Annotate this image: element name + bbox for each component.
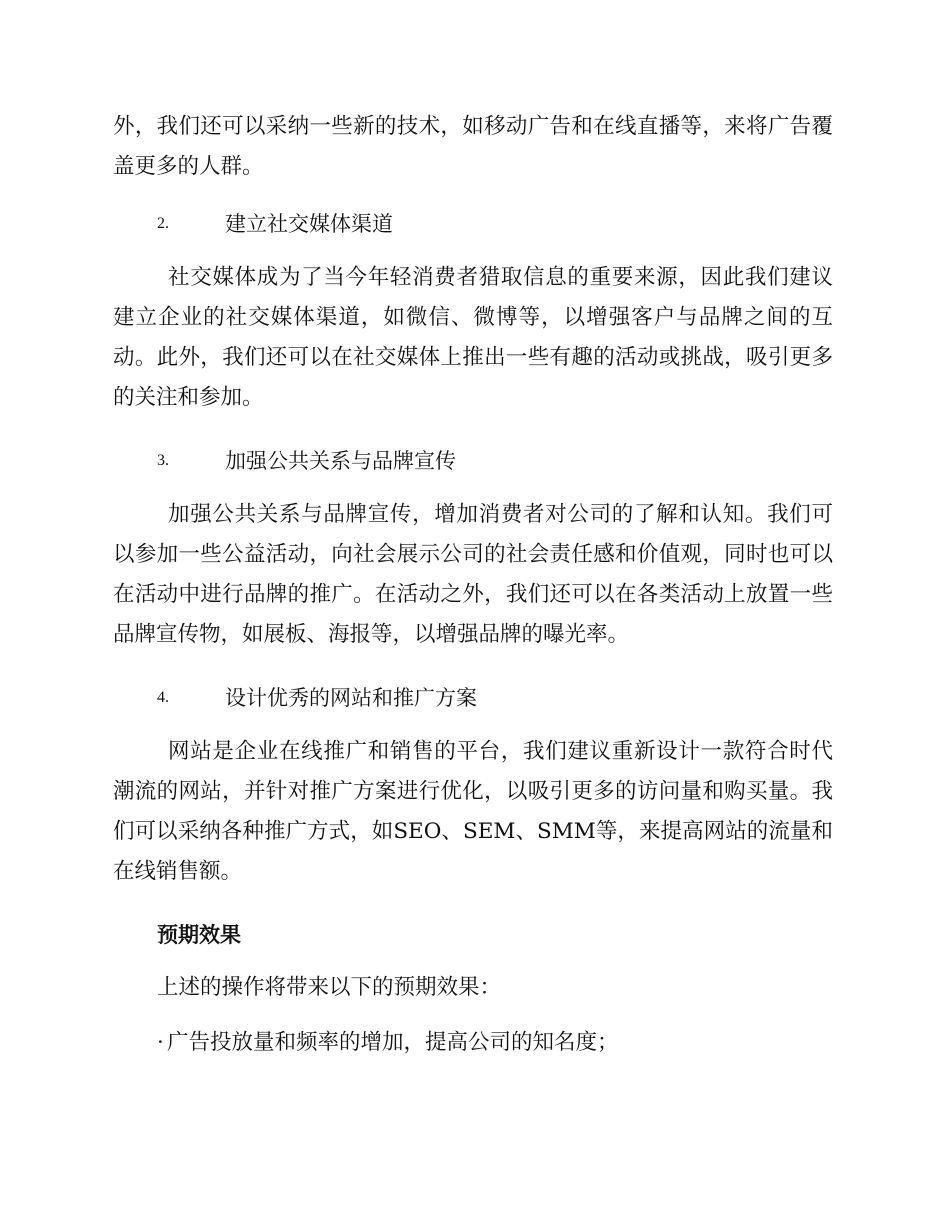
paragraph-advertising-continued: 外，我们还可以采纳一些新的技术，如移动广告和在线直播等，来将广告覆盖更多的人群。 [113,114,833,179]
section-heading: 预期效果 [157,923,241,947]
bullet-text: 广告投放量和频率的增加，提高公司的知名度； [167,1030,619,1055]
paragraph-social-media: 社交媒体成为了当今年轻消费者猎取信息的重要来源，因此我们建议建立企业的社交媒体渠道，如微信、微博等，以增强客户与品牌之间的互动。此外，我们还可以在社交媒体上推出一些有趣的活动或挑战，吸引更多的关注和参加。 [113,265,833,410]
paragraph-website: 网站是企业在线推广和销售的平台，我们建议重新设计一款符合时代潮流的网站，并针对推广方案进行优化，以吸引更多的访问量和购买量。我们可以采纳各种推广方式，如SEO、SEM、SMM等，来提高网站的流量和在线销售额。 [113,739,833,884]
bullet-item [157,1028,619,1058]
intro-line: 上述的操作将带来以下的预期效果： [157,975,502,1000]
list-item-number: 3. [157,452,169,469]
list-item-title: 设计优秀的网站和推广方案 [225,686,477,710]
paragraph-public-relations: 加强公共关系与品牌宣传，增加消费者对公司的了解和认知。我们可以参加一些公益活动，向社会展示公司的社会责任感和价值观，同时也可以在活动中进行品牌的推广。在活动之外，我们还可以在各类活动上放置一些品牌宣传物，如展板、海报等，以增强品牌的曝光率。 [113,502,833,647]
list-item-number: 4. [157,689,169,706]
list-item-title: 建立社交媒体渠道 [225,212,393,236]
bullet-dot: · [157,1030,164,1055]
list-item-title: 加强公共关系与品牌宣传 [225,449,456,473]
list-item-number: 2. [157,215,169,232]
